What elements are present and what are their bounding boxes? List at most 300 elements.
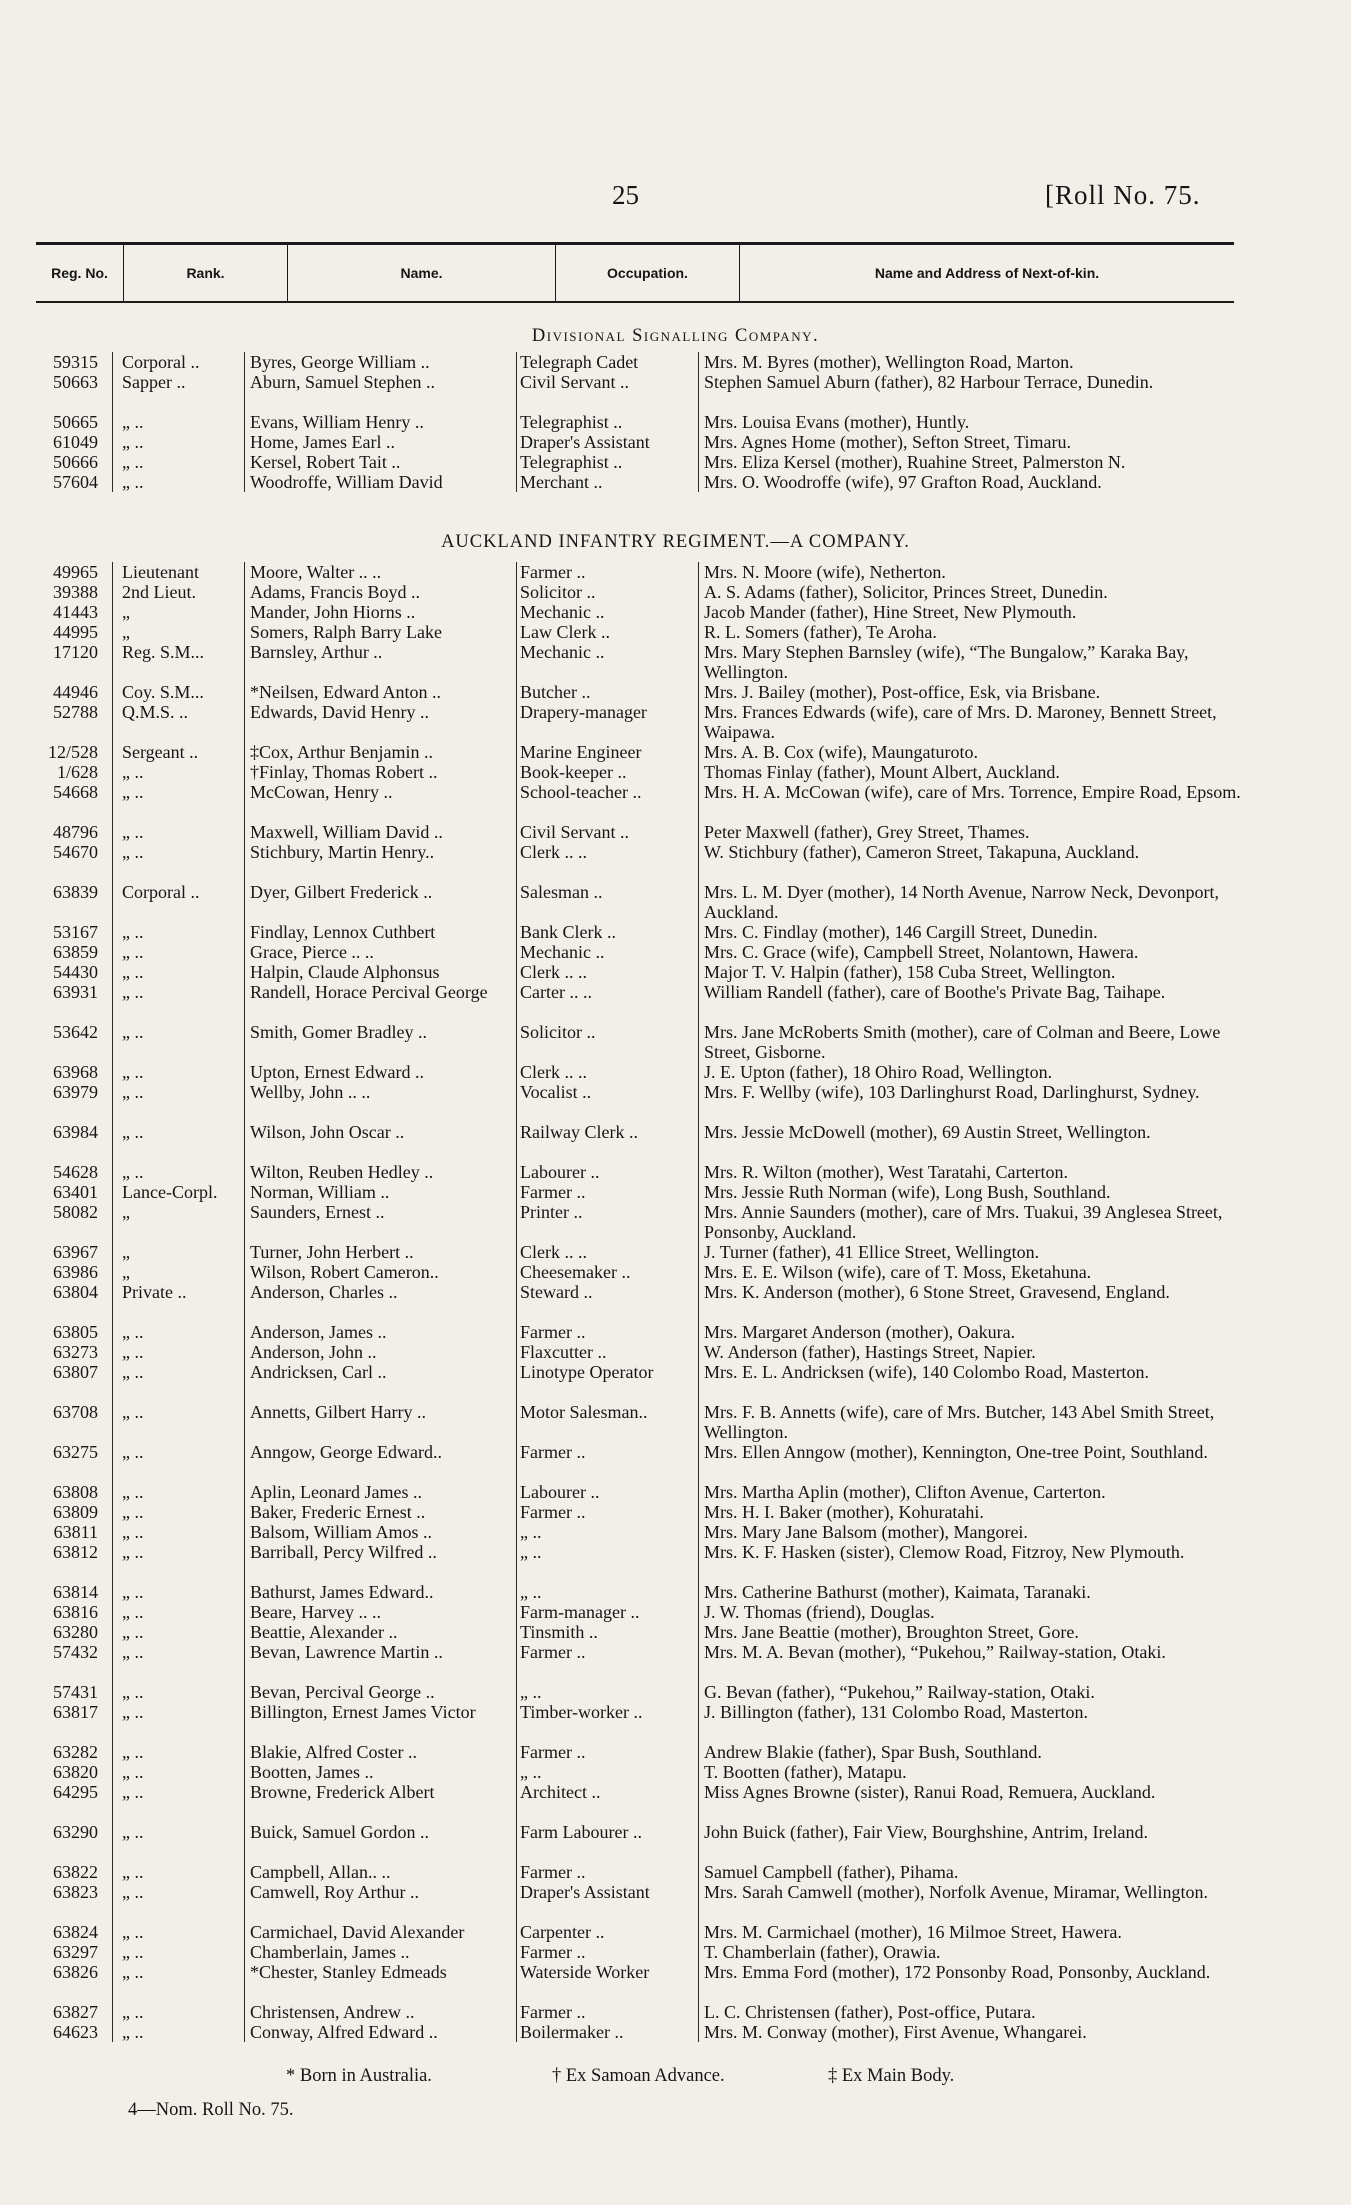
soldier-name: Turner, John Herbert .. <box>250 1242 414 1262</box>
table-row <box>36 1922 1236 1942</box>
soldier-name: Aplin, Leonard James .. <box>250 1482 422 1502</box>
occupation: Clerk .. .. <box>520 1062 587 1082</box>
reg-number: 63968 <box>53 1062 98 1082</box>
rank: „ .. <box>122 962 144 982</box>
reg-number: 53642 <box>53 1022 98 1042</box>
soldier-name: Andricksen, Carl .. <box>250 1362 387 1382</box>
table-row <box>36 2002 1236 2022</box>
rank: Lieutenant <box>122 562 199 582</box>
reg-number: 64623 <box>53 2022 98 2042</box>
soldier-name: Beattie, Alexander .. <box>250 1622 398 1642</box>
soldier-name: Bevan, Percival George .. <box>250 1682 435 1702</box>
rank: „ .. <box>122 1442 144 1462</box>
footnote-born-australia: * Born in Australia. <box>286 2066 432 2086</box>
rank: „ .. <box>122 1702 144 1722</box>
occupation: Farmer .. <box>520 1182 586 1202</box>
table-row <box>36 1022 1236 1062</box>
rank: 2nd Lieut. <box>122 582 196 602</box>
next-of-kin: Mrs. Ellen Anngow (mother), Kennington, One-tree Point, Southland. <box>704 1442 1208 1462</box>
table-row <box>36 1402 1236 1442</box>
next-of-kin: Mrs. L. M. Dyer (mother), 14 North Avenue, Narrow Neck, Devonport, Auckland. <box>704 882 1220 922</box>
reg-number: 63824 <box>53 1922 98 1942</box>
occupation: Farm Labourer .. <box>520 1822 642 1842</box>
next-of-kin: Mrs. Mary Stephen Barnsley (wife), “The Bungalow,” Karaka Bay, Wellington. <box>704 642 1189 682</box>
occupation: Mechanic .. <box>520 602 605 622</box>
reg-number: 12/528 <box>47 742 98 762</box>
reg-number: 50666 <box>53 452 98 472</box>
reg-number: 17120 <box>53 642 98 662</box>
occupation: „ .. <box>520 1762 542 1782</box>
table-row <box>36 1582 1236 1602</box>
occupation: Telegraphist .. <box>520 452 623 472</box>
occupation: „ .. <box>520 1682 542 1702</box>
soldier-name: Conway, Alfred Edward .. <box>250 2022 438 2042</box>
soldier-name: Wilton, Reuben Hedley .. <box>250 1162 434 1182</box>
next-of-kin: T. Chamberlain (father), Orawia. <box>704 1942 941 1962</box>
column-rule <box>516 562 517 2042</box>
occupation: Salesman .. <box>520 882 603 902</box>
table-row <box>36 432 1236 452</box>
rank: Reg. S.M... <box>122 642 205 662</box>
next-of-kin: Mrs. J. Bailey (mother), Post-office, Esk, via Brisbane. <box>704 682 1101 702</box>
table-row <box>36 982 1236 1022</box>
header-reg-no: Reg. No. <box>36 245 124 301</box>
reg-number: 50663 <box>53 372 98 392</box>
occupation: Labourer .. <box>520 1162 600 1182</box>
reg-number: 63839 <box>53 882 98 902</box>
soldier-name: Anderson, John .. <box>250 1342 377 1362</box>
roll-label: [Roll No. 75. <box>1045 180 1201 210</box>
reg-number: 41443 <box>53 602 98 622</box>
next-of-kin: Andrew Blakie (father), Spar Bush, Southland. <box>704 1742 1042 1762</box>
rank: „ <box>122 602 130 622</box>
table-row <box>36 1322 1236 1342</box>
next-of-kin: Mrs. Emma Ford (mother), 172 Ponsonby Road, Ponsonby, Auckland. <box>704 1962 1211 1982</box>
rank: „ .. <box>122 1162 144 1182</box>
table-row <box>36 1942 1236 1962</box>
occupation: Boilermaker .. <box>520 2022 624 2042</box>
occupation: Cheesemaker .. <box>520 1262 631 1282</box>
soldier-name: Evans, William Henry .. <box>250 412 424 432</box>
occupation: Carter .. .. <box>520 982 592 1002</box>
table-row <box>36 562 1236 582</box>
reg-number: 63808 <box>53 1482 98 1502</box>
table-row <box>36 1822 1236 1862</box>
soldier-name: Campbell, Allan.. .. <box>250 1862 391 1882</box>
table-row <box>36 1062 1236 1082</box>
soldier-name: Wellby, John .. .. <box>250 1082 371 1102</box>
soldier-name: Christensen, Andrew .. <box>250 2002 415 2022</box>
next-of-kin: Mrs. Catherine Bathurst (mother), Kaimata, Taranaki. <box>704 1582 1091 1602</box>
table-row <box>36 412 1236 432</box>
rank: Q.M.S. .. <box>122 702 189 722</box>
reg-number: 39388 <box>53 582 98 602</box>
soldier-name: Edwards, David Henry .. <box>250 702 429 722</box>
section-title-signalling: Divisional Signalling Company. <box>531 326 820 346</box>
rank: „ .. <box>122 1642 144 1662</box>
reg-number: 44946 <box>53 682 98 702</box>
next-of-kin: Mrs. Jane McRoberts Smith (mother), care of Colman and Beere, Lowe Street, Gisborne. <box>704 1022 1221 1062</box>
reg-number: 1/628 <box>56 762 98 782</box>
header-occupation: Occupation. <box>556 245 740 301</box>
rank: „ .. <box>122 2022 144 2042</box>
soldier-name: Byres, George William .. <box>250 352 430 372</box>
table-row <box>36 582 1236 602</box>
table-row <box>36 1202 1236 1242</box>
table-row <box>36 782 1241 822</box>
reg-number: 63826 <box>53 1962 98 1982</box>
next-of-kin: Mrs. Agnes Home (mother), Sefton Street, Timaru. <box>704 432 1071 452</box>
soldier-name: Bootten, James .. <box>250 1762 374 1782</box>
header-name: Name. <box>288 245 556 301</box>
reg-number: 54668 <box>53 782 98 802</box>
reg-number: 63805 <box>53 1322 98 1342</box>
next-of-kin: Mrs. F. Wellby (wife), 103 Darlinghurst Road, Darlinghurst, Sydney. <box>704 1082 1200 1102</box>
occupation: Farm-manager .. <box>520 1602 640 1622</box>
occupation: Bank Clerk .. <box>520 922 616 942</box>
rank: Coy. S.M... <box>122 682 204 702</box>
occupation: Merchant .. <box>520 472 603 492</box>
table-row <box>36 1862 1236 1882</box>
reg-number: 63708 <box>53 1402 98 1422</box>
occupation: „ .. <box>520 1582 542 1602</box>
soldier-name: Smith, Gomer Bradley .. <box>250 1022 427 1042</box>
rank: „ .. <box>122 1082 144 1102</box>
reg-number: 63807 <box>53 1362 98 1382</box>
soldier-name: †Finlay, Thomas Robert .. <box>250 762 438 782</box>
next-of-kin: Mrs. E. E. Wilson (wife), care of T. Moss, Eketahuna. <box>704 1262 1092 1282</box>
reg-number: 49965 <box>53 562 98 582</box>
soldier-name: Adams, Francis Boyd .. <box>250 582 420 602</box>
soldier-name: Moore, Walter .. .. <box>250 562 382 582</box>
reg-number: 59315 <box>53 352 98 372</box>
next-of-kin: William Randell (father), care of Boothe's Private Bag, Taihape. <box>704 982 1166 1002</box>
reg-number: 57432 <box>53 1642 98 1662</box>
reg-number: 63814 <box>53 1582 98 1602</box>
next-of-kin: Mrs. F. B. Annetts (wife), care of Mrs. Butcher, 143 Abel Smith Street, Wellington. <box>704 1402 1215 1442</box>
nominal-roll-label: 4—Nom. Roll No. 75. <box>128 2100 294 2120</box>
occupation: Farmer .. <box>520 1322 586 1342</box>
rank: „ .. <box>122 1622 144 1642</box>
occupation: Farmer .. <box>520 1642 586 1662</box>
occupation: Architect .. <box>520 1782 601 1802</box>
table-row <box>36 682 1236 702</box>
reg-number: 54628 <box>53 1162 98 1182</box>
rank: „ .. <box>122 1362 144 1382</box>
reg-number: 63280 <box>53 1622 98 1642</box>
rank: Private .. <box>122 1282 187 1302</box>
occupation: Steward .. <box>520 1282 593 1302</box>
soldier-name: *Chester, Stanley Edmeads <box>250 1962 447 1982</box>
occupation: Mechanic .. <box>520 942 605 962</box>
reg-number: 63817 <box>53 1702 98 1722</box>
next-of-kin: Mrs. Margaret Anderson (mother), Oakura. <box>704 1322 1016 1342</box>
soldier-name: Home, James Earl .. <box>250 432 395 452</box>
rank: „ .. <box>122 432 144 452</box>
occupation: Farmer .. <box>520 1942 586 1962</box>
occupation: Solicitor .. <box>520 1022 596 1042</box>
table-row <box>36 1882 1236 1922</box>
rank: „ .. <box>122 1582 144 1602</box>
next-of-kin: R. L. Somers (father), Te Aroha. <box>704 622 937 642</box>
next-of-kin: Mrs. Sarah Camwell (mother), Norfolk Avenue, Miramar, Wellington. <box>704 1882 1209 1902</box>
occupation: Farmer .. <box>520 562 586 582</box>
occupation: Law Clerk .. <box>520 622 610 642</box>
table-row <box>36 1442 1236 1482</box>
reg-number: 54670 <box>53 842 98 862</box>
soldier-name: Billington, Ernest James Victor <box>250 1702 476 1722</box>
next-of-kin: Mrs. M. Carmichael (mother), 16 Milmoe Street, Hawera. <box>704 1922 1122 1942</box>
rank: „ .. <box>122 1502 144 1522</box>
soldier-name: McCowan, Henry .. <box>250 782 393 802</box>
soldier-name: Upton, Ernest Edward .. <box>250 1062 424 1082</box>
next-of-kin: Mrs. A. B. Cox (wife), Maungaturoto. <box>704 742 978 762</box>
occupation: Solicitor .. <box>520 582 596 602</box>
next-of-kin: Mrs. Jessie McDowell (mother), 69 Austin Street, Wellington. <box>704 1122 1151 1142</box>
rank: „ .. <box>122 1822 144 1842</box>
table-row <box>36 1362 1236 1402</box>
next-of-kin: J. W. Thomas (friend), Douglas. <box>704 1602 935 1622</box>
soldier-name: Bathurst, James Edward.. <box>250 1582 434 1602</box>
rank: „ .. <box>122 1062 144 1082</box>
occupation: Farmer .. <box>520 1862 586 1882</box>
occupation: Tinsmith .. <box>520 1622 598 1642</box>
table-row <box>36 882 1236 922</box>
soldier-name: Anderson, James .. <box>250 1322 387 1342</box>
soldier-name: Norman, William .. <box>250 1182 390 1202</box>
table-row <box>36 1642 1236 1682</box>
occupation: Motor Salesman.. <box>520 1402 648 1422</box>
rank: Sergeant .. <box>122 742 199 762</box>
occupation: Timber-worker .. <box>520 1702 643 1722</box>
soldier-name: Barnsley, Arthur .. <box>250 642 383 662</box>
soldier-name: Baker, Frederic Ernest .. <box>250 1502 426 1522</box>
table-row <box>36 2022 1236 2042</box>
next-of-kin: J. E. Upton (father), 18 Ohiro Road, Wellington. <box>704 1062 1053 1082</box>
occupation: Civil Servant .. <box>520 822 629 842</box>
table-row <box>36 1742 1236 1762</box>
occupation: Labourer .. <box>520 1482 600 1502</box>
rank: „ .. <box>122 982 144 1002</box>
reg-number: 63967 <box>53 1242 98 1262</box>
next-of-kin: G. Bevan (father), “Pukehou,” Railway-station, Otaki. <box>704 1682 1095 1702</box>
next-of-kin: Mrs. Louisa Evans (mother), Huntly. <box>704 412 970 432</box>
column-rule <box>244 562 245 2042</box>
soldier-name: ‡Cox, Arthur Benjamin .. <box>250 742 433 762</box>
soldier-name: Mander, John Hiorns .. <box>250 602 416 622</box>
header-rank: Rank. <box>124 245 288 301</box>
soldier-name: Dyer, Gilbert Frederick .. <box>250 882 433 902</box>
soldier-name: Somers, Ralph Barry Lake <box>250 622 442 642</box>
reg-number: 50665 <box>53 412 98 432</box>
next-of-kin: Jacob Mander (father), Hine Street, New Plymouth. <box>704 602 1077 622</box>
soldier-name: Saunders, Ernest .. <box>250 1202 385 1222</box>
table-row <box>36 742 1236 762</box>
rank: „ <box>122 1202 130 1222</box>
rank: Lance-Corpl. <box>122 1182 218 1202</box>
section-title-infantry: AUCKLAND INFANTRY REGIMENT.—A COMPANY. <box>441 532 910 552</box>
reg-number: 63804 <box>53 1282 98 1302</box>
rank: „ .. <box>122 922 144 942</box>
rank: „ <box>122 1262 130 1282</box>
next-of-kin: Mrs. R. Wilton (mother), West Taratahi, Carterton. <box>704 1162 1068 1182</box>
reg-number: 63811 <box>53 1522 98 1542</box>
next-of-kin: Mrs. N. Moore (wife), Netherton. <box>704 562 946 582</box>
next-of-kin: Mrs. M. A. Bevan (mother), “Pukehou,” Railway-station, Otaki. <box>704 1642 1166 1662</box>
soldier-name: Halpin, Claude Alphonsus <box>250 962 440 982</box>
table-row <box>36 1182 1236 1202</box>
next-of-kin: Thomas Finlay (father), Mount Albert, Auckland. <box>704 762 1060 782</box>
rank: „ .. <box>122 1942 144 1962</box>
next-of-kin: W. Stichbury (father), Cameron Street, Takapuna, Auckland. <box>704 842 1140 862</box>
soldier-name: Stichbury, Martin Henry.. <box>250 842 435 862</box>
rank: „ .. <box>122 1602 144 1622</box>
table-row <box>36 1782 1236 1822</box>
occupation: Railway Clerk .. <box>520 1122 638 1142</box>
reg-number: 63401 <box>53 1182 98 1202</box>
infantry-roster <box>36 562 1241 2042</box>
reg-number: 63823 <box>53 1882 98 1902</box>
reg-number: 63816 <box>53 1602 98 1622</box>
soldier-name: Balsom, William Amos .. <box>250 1522 432 1542</box>
occupation: Carpenter .. <box>520 1922 605 1942</box>
rank: „ .. <box>122 822 144 842</box>
occupation: School-teacher .. <box>520 782 642 802</box>
table-row <box>36 1542 1236 1582</box>
occupation: „ .. <box>520 1522 542 1542</box>
rank: „ .. <box>122 942 144 962</box>
table-row <box>36 842 1236 882</box>
reg-number: 64295 <box>53 1782 98 1802</box>
rank: „ .. <box>122 1682 144 1702</box>
table-row <box>36 472 1236 492</box>
rank: „ .. <box>122 1762 144 1782</box>
occupation: Butcher .. <box>520 682 591 702</box>
soldier-name: Findlay, Lennox Cuthbert <box>250 922 436 942</box>
table-row <box>36 1702 1236 1742</box>
column-rule <box>698 562 699 2042</box>
soldier-name: Beare, Harvey .. .. <box>250 1602 381 1622</box>
table-row <box>36 452 1236 472</box>
next-of-kin: Mrs. C. Findlay (mother), 146 Cargill Street, Dunedin. <box>704 922 1098 942</box>
occupation: Farmer .. <box>520 1742 586 1762</box>
soldier-name: Annetts, Gilbert Harry .. <box>250 1402 426 1422</box>
next-of-kin: L. C. Christensen (father), Post-office, Putara. <box>704 2002 1036 2022</box>
occupation: Telegraph Cadet <box>520 352 639 372</box>
reg-number: 63822 <box>53 1862 98 1882</box>
reg-number: 54430 <box>53 962 98 982</box>
column-rule <box>698 352 699 492</box>
reg-number: 63809 <box>53 1502 98 1522</box>
reg-number: 63984 <box>53 1122 98 1142</box>
occupation: Draper's Assistant <box>520 1882 650 1902</box>
rank: „ .. <box>122 1962 144 1982</box>
reg-number: 63282 <box>53 1742 98 1762</box>
signalling-roster <box>36 352 1236 492</box>
page-number: 25 <box>612 180 639 210</box>
reg-number: 63812 <box>53 1542 98 1562</box>
rank: „ .. <box>122 1522 144 1542</box>
soldier-name: Wilson, Robert Cameron.. <box>250 1262 439 1282</box>
next-of-kin: Mrs. Jane Beattie (mother), Broughton Street, Gore. <box>704 1622 1079 1642</box>
rank: „ .. <box>122 1122 144 1142</box>
occupation: Vocalist .. <box>520 1082 592 1102</box>
table-header <box>36 242 1234 303</box>
reg-number: 63820 <box>53 1762 98 1782</box>
reg-number: 52788 <box>53 702 98 722</box>
soldier-name: Woodroffe, William David <box>250 472 443 492</box>
column-rule <box>516 352 517 492</box>
table-row <box>36 702 1236 742</box>
rank: „ .. <box>122 452 144 472</box>
table-row <box>36 1342 1236 1362</box>
occupation: Farmer .. <box>520 1502 586 1522</box>
rank: „ .. <box>122 1342 144 1362</box>
rank: „ .. <box>122 1542 144 1562</box>
next-of-kin: Mrs. H. A. McCowan (wife), care of Mrs. Torrence, Empire Road, Epsom. <box>704 782 1241 802</box>
next-of-kin: T. Bootten (father), Matapu. <box>704 1762 907 1782</box>
soldier-name: Maxwell, William David .. <box>250 822 443 842</box>
soldier-name: Anderson, Charles .. <box>250 1282 398 1302</box>
next-of-kin: Samuel Campbell (father), Pihama. <box>704 1862 959 1882</box>
column-rule <box>244 352 245 492</box>
reg-number: 63827 <box>53 2002 98 2022</box>
soldier-name: *Neilsen, Edward Anton .. <box>250 682 441 702</box>
occupation: Printer .. <box>520 1202 583 1222</box>
reg-number: 53167 <box>53 922 98 942</box>
soldier-name: Carmichael, David Alexander <box>250 1922 465 1942</box>
occupation: Clerk .. .. <box>520 1242 587 1262</box>
occupation: Book-keeper .. <box>520 762 627 782</box>
soldier-name: Camwell, Roy Arthur .. <box>250 1882 419 1902</box>
table-row <box>36 762 1236 782</box>
next-of-kin: Mrs. M. Conway (mother), First Avenue, Whangarei. <box>704 2022 1087 2042</box>
table-row <box>36 1502 1236 1522</box>
soldier-name: Aburn, Samuel Stephen .. <box>250 372 435 392</box>
occupation: Farmer .. <box>520 1442 586 1462</box>
table-row <box>36 1762 1236 1782</box>
table-row <box>36 1522 1236 1542</box>
rank: „ .. <box>122 1862 144 1882</box>
next-of-kin: Mrs. Jessie Ruth Norman (wife), Long Bush, Southland. <box>704 1182 1111 1202</box>
reg-number: 63979 <box>53 1082 98 1102</box>
occupation: Mechanic .. <box>520 642 605 662</box>
next-of-kin: J. Turner (father), 41 Ellice Street, Wellington. <box>704 1242 1040 1262</box>
next-of-kin: Mrs. K. Anderson (mother), 6 Stone Street, Gravesend, England. <box>704 1282 1170 1302</box>
table-row <box>36 1262 1236 1282</box>
reg-number: 63986 <box>53 1262 98 1282</box>
table-row <box>36 1622 1236 1642</box>
table-row <box>36 942 1236 962</box>
next-of-kin: J. Billington (father), 131 Colombo Road, Masterton. <box>704 1702 1088 1722</box>
footnote-samoan-advance: † Ex Samoan Advance. <box>552 2066 725 2086</box>
soldier-name: Kersel, Robert Tait .. <box>250 452 401 472</box>
table-row <box>36 622 1236 642</box>
occupation: Civil Servant .. <box>520 372 629 392</box>
next-of-kin: Major T. V. Halpin (father), 158 Cuba Street, Wellington. <box>704 962 1116 982</box>
rank: „ .. <box>122 472 144 492</box>
rank: „ <box>122 1242 130 1262</box>
soldier-name: Blakie, Alfred Coster .. <box>250 1742 417 1762</box>
header-next-of-kin: Name and Address of Next-of-kin. <box>874 265 1100 281</box>
occupation: Draper's Assistant <box>520 432 650 452</box>
reg-number: 48796 <box>53 822 98 842</box>
next-of-kin: Mrs. E. L. Andricksen (wife), 140 Colombo Road, Masterton. <box>704 1362 1149 1382</box>
table-row <box>36 602 1236 622</box>
soldier-name: Buick, Samuel Gordon .. <box>250 1822 429 1842</box>
column-rule <box>112 352 113 492</box>
rank: „ .. <box>122 1782 144 1802</box>
